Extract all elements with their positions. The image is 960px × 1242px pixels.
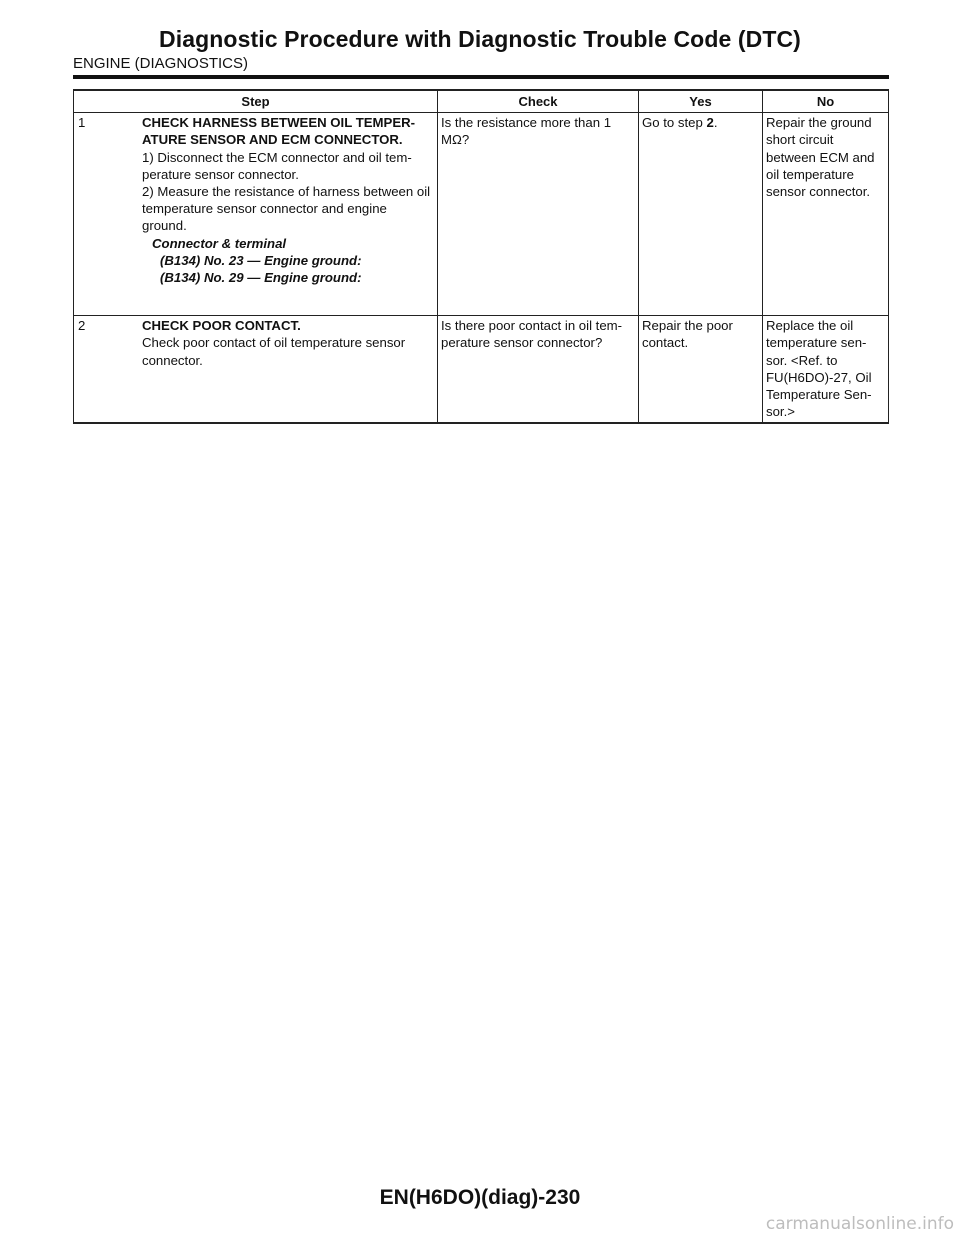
- no-cell: Replace the oil temperature sen-sor. <Ref. to FU(H6DO)-27, Oil Temperature Sen-sor.>: [763, 316, 889, 424]
- diagnostic-procedure-table: [73, 89, 889, 424]
- yes-cell: Repair the poor contact.: [639, 316, 763, 424]
- watermark: carmanualsonline.info: [765, 1214, 954, 1234]
- step-link[interactable]: 2: [706, 115, 714, 131]
- connector-label: Connector & terminal: [152, 235, 287, 251]
- yes-text: Go to step: [642, 115, 707, 131]
- step-title: CHECK POOR CONTACT.: [142, 318, 301, 334]
- step-cell: [74, 316, 438, 424]
- no-cell: Repair the ground short circuit between ECM and oil temperature sensor connector.: [763, 113, 889, 316]
- column-header-no: No: [763, 90, 889, 113]
- step-instruction: 2) Measure the resistance of harness between oil temperature sensor connector and engine ground.: [142, 184, 431, 234]
- table-row: [74, 113, 889, 316]
- step-title: CHECK HARNESS BETWEEN OIL TEMPER-ATURE SENSOR AND ECM CONNECTOR.: [142, 115, 416, 148]
- step-body: [142, 317, 432, 369]
- column-header-check: Check: [438, 90, 639, 113]
- terminal-spec: (B134) No. 23 — Engine ground:: [160, 252, 362, 268]
- column-header-yes: Yes: [639, 90, 763, 113]
- section-subtitle: ENGINE (DIAGNOSTICS): [73, 55, 249, 72]
- terminal-spec: (B134) No. 29 — Engine ground:: [160, 270, 362, 286]
- table-row: [74, 316, 889, 424]
- step-cell: [74, 113, 438, 316]
- yes-cell: [639, 113, 763, 316]
- step-instruction: 1) Disconnect the ECM connector and oil tem-perature sensor connector.: [142, 149, 412, 182]
- header-rule: [73, 75, 889, 79]
- step-number: 2: [78, 318, 86, 334]
- check-cell: Is there poor contact in oil tem-perature sensor connector?: [438, 316, 639, 424]
- page-number: EN(H6DO)(diag)-230: [379, 1186, 581, 1209]
- step-body: [142, 114, 432, 286]
- page-title: Diagnostic Procedure with Diagnostic Trouble Code (DTC): [159, 26, 801, 52]
- table-header-row: [74, 90, 889, 113]
- step-instruction: Check poor contact of oil temperature sensor connector.: [142, 335, 406, 368]
- yes-text-suffix: .: [713, 115, 718, 131]
- check-cell: Is the resistance more than 1 MΩ?: [438, 113, 639, 316]
- step-number: 1: [78, 115, 86, 131]
- column-header-step: Step: [74, 90, 438, 113]
